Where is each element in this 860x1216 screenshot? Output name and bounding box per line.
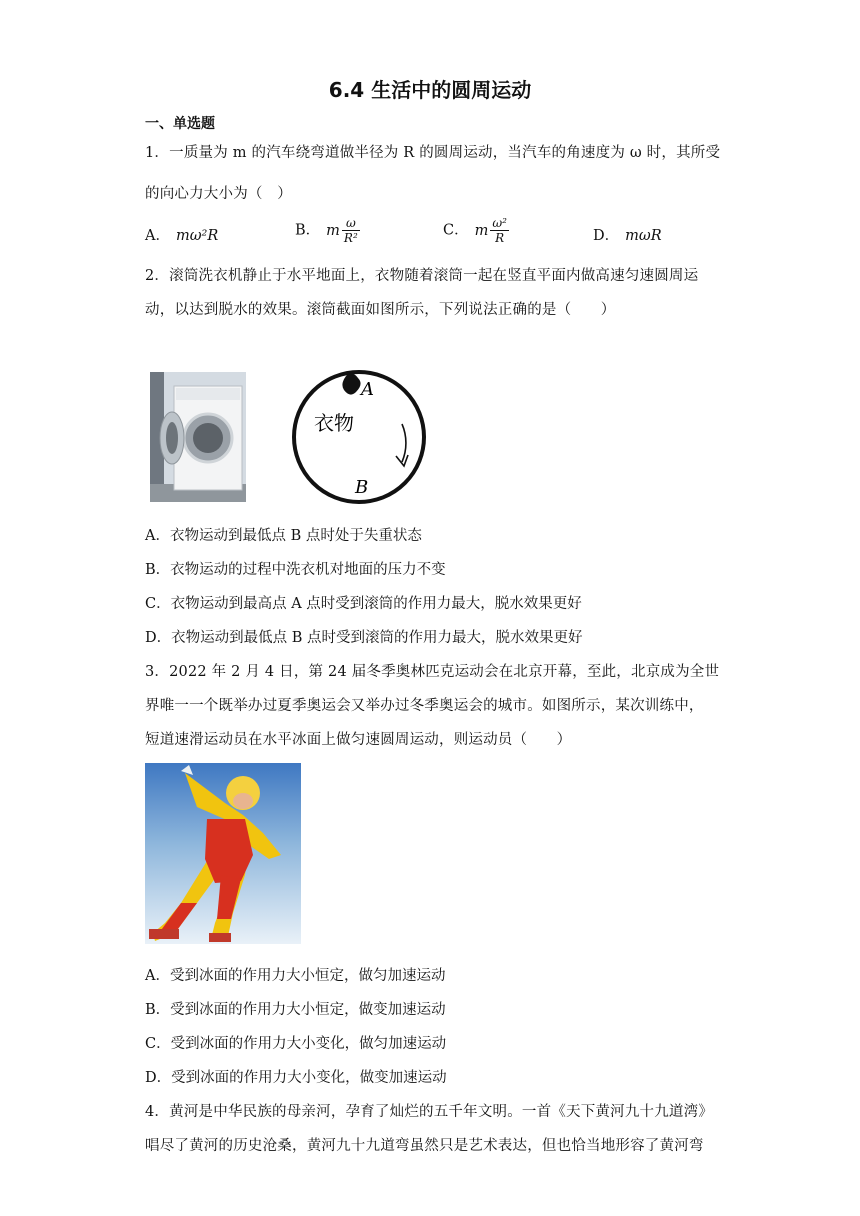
page-title: 6.4 生活中的圆周运动 — [328, 78, 532, 102]
question-4-line-2: 唱尽了黄河的历史沧桑，黄河九十九道弯虽然只是艺术表达，但也恰当地形容了黄河弯 — [145, 1138, 704, 1154]
question-1-line-1: 1．一质量为 m 的汽车绕弯道做半径为 R 的圆周运动，当汽车的角速度为 ω 时，其所受 — [145, 145, 721, 161]
option-c — [443, 216, 509, 245]
section-heading: 一、单选题 — [145, 116, 215, 132]
option-c-fraction — [490, 216, 509, 245]
option-a-formula: mω²R — [175, 228, 219, 244]
question-2-line-1: 2．滚筒洗衣机静止于水平地面上，衣物随着滚筒一起在竖直平面内做高速匀速圆周运 — [145, 268, 699, 284]
question-3-line-3: 短道速滑运动员在水平冰面上做匀速圆周运动，则运动员（ ） — [145, 732, 572, 748]
question-1-line-2: 的向心力大小为（ ） — [145, 186, 292, 202]
question-3-option-d: D．受到冰面的作用力大小变化，做变加速运动 — [145, 1070, 447, 1086]
question-2-line-2: 动，以达到脱水的效果。滚筒截面如图所示，下列说法正确的是（ ） — [145, 302, 616, 318]
option-a — [145, 224, 218, 245]
label-a: A — [361, 379, 374, 400]
question-4-line-1: 4．黄河是中华民族的母亲河，孕育了灿烂的五千年文明。一首《天下黄河九十九道湾》 — [145, 1104, 714, 1120]
question-2-option-d: D．衣物运动到最低点 B 点时受到滚筒的作用力最大，脱水效果更好 — [145, 630, 583, 646]
clothes-marker — [342, 373, 360, 394]
label-clothes: 衣物 — [314, 411, 354, 435]
question-3-option-a: A．受到冰面的作用力大小恒定，做匀加速运动 — [145, 968, 446, 984]
washing-machine-photo — [150, 372, 246, 502]
question-3-line-2: 界唯一一个既举办过夏季奥运会又举办过冬季奥运会的城市。如图所示，某次训练中， — [145, 698, 704, 714]
option-c-mass: m — [474, 222, 489, 239]
question-2-option-b: B．衣物运动的过程中洗衣机对地面的压力不变 — [145, 562, 446, 578]
question-3-option-c: C．受到冰面的作用力大小变化，做匀加速运动 — [145, 1036, 447, 1052]
question-3-line-1: 3．2022 年 2 月 4 日，第 24 届冬季奥林匹克运动会在北京开幕，至此，北京成为全世 — [145, 664, 720, 680]
option-c-label: C． — [443, 222, 469, 239]
question-3-option-b: B．受到冰面的作用力大小恒定，做变加速运动 — [145, 1002, 446, 1018]
option-b — [295, 216, 360, 245]
option-b-denominator: R² — [343, 231, 358, 245]
option-c-numerator: ω² — [492, 216, 507, 230]
label-b: B — [355, 477, 369, 498]
option-d-formula: mωR — [625, 228, 662, 244]
speed-skater-photo — [145, 763, 301, 944]
question-1-options — [145, 216, 745, 260]
question-2-option-c: C．衣物运动到最高点 A 点时受到滚筒的作用力最大，脱水效果更好 — [145, 596, 582, 612]
drum-cross-section-diagram — [284, 362, 434, 512]
option-b-mass: m — [326, 222, 340, 239]
option-a-label: A． — [145, 228, 170, 244]
option-c-denominator: R — [495, 231, 505, 245]
option-d-label: D． — [593, 228, 620, 244]
option-b-numerator: ω — [342, 216, 360, 231]
option-b-label: B． — [295, 222, 321, 239]
question-2-option-a: A．衣物运动到最低点 B 点时处于失重状态 — [145, 528, 422, 544]
option-b-fraction — [342, 216, 360, 245]
option-d — [593, 224, 662, 245]
